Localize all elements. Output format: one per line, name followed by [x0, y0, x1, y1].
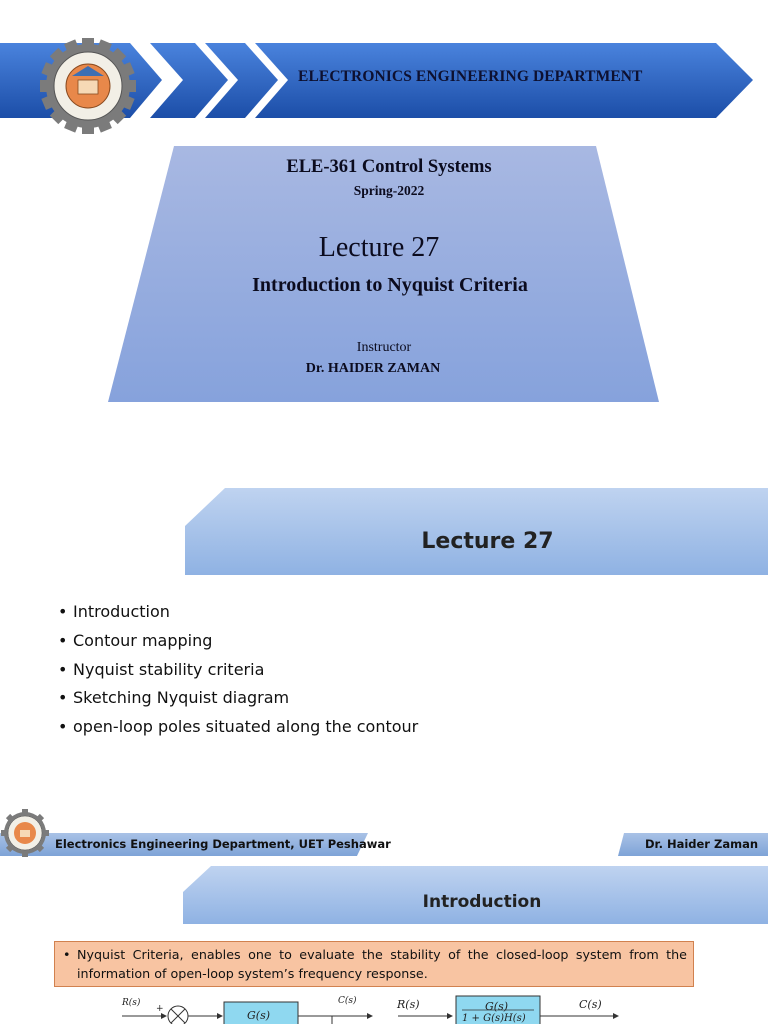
- diagram-block-right-denominator: 1 + G(s)H(s): [462, 1013, 526, 1024]
- intro-header-title: Introduction: [422, 892, 542, 912]
- lecture-topic: Introduction to Nyquist Criteria: [252, 274, 528, 296]
- instructor-label: Instructor: [356, 340, 412, 355]
- course-title: ELE-361 Control Systems: [286, 157, 492, 177]
- diagram-input-left: R(s): [122, 998, 141, 1008]
- list-item: • open-loop poles situated along the contour: [58, 716, 418, 745]
- diagram-output-right: C(s): [579, 998, 602, 1011]
- diagram-block-left: G(s): [247, 1009, 271, 1022]
- diagram-block-right-numerator: G(s): [485, 1000, 509, 1013]
- university-logo-small: [0, 808, 50, 858]
- university-logo: [38, 36, 138, 136]
- list-item: • Introduction: [58, 601, 418, 630]
- diagram-input-right: R(s): [397, 998, 420, 1011]
- diagram-output-left: C(s): [338, 996, 357, 1006]
- outline-header-title: Lecture 27: [421, 529, 554, 554]
- list-item: • Contour mapping: [58, 630, 418, 659]
- list-item: • Nyquist stability criteria: [58, 659, 418, 688]
- outline-list: [58, 601, 418, 745]
- footer-author: Dr. Haider Zaman: [645, 837, 759, 851]
- block-diagram: [0, 994, 768, 1024]
- nyquist-note: • Nyquist Criteria, enables one to evaluate the stability of the closed-loop system from the information of open-loop system’s frequency response.: [54, 941, 694, 987]
- instructor-name: Dr. HAIDER ZAMAN: [305, 361, 441, 376]
- term: Spring-2022: [353, 183, 425, 198]
- department-banner-title: ELECTRONICS ENGINEERING DEPARTMENT: [298, 68, 643, 85]
- diagram-plus-sign: +: [156, 1004, 164, 1014]
- list-item: • Sketching Nyquist diagram: [58, 687, 418, 716]
- footer-department: Electronics Engineering Department, UET Peshawar: [55, 837, 391, 851]
- lecture-number: Lecture 27: [318, 232, 440, 263]
